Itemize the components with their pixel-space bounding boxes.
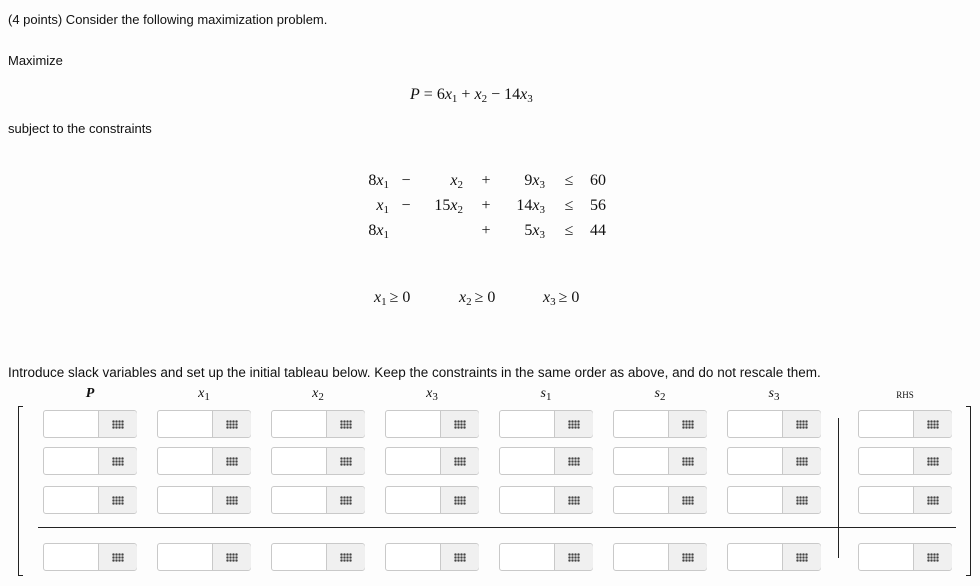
matrix-keypad-button[interactable] — [554, 448, 593, 474]
tableau-cell-input[interactable] — [614, 448, 668, 474]
tableau-cell — [157, 447, 251, 475]
matrix-keypad-button[interactable] — [913, 544, 952, 570]
right-bracket — [966, 406, 971, 576]
tableau-cell — [385, 543, 479, 571]
tableau-header-subscript: 1 — [204, 391, 210, 403]
tableau-cell — [613, 486, 707, 514]
objective-op-2: − — [491, 86, 501, 103]
constraint-variable-subscript: 1 — [383, 204, 389, 216]
constraint-variable-subscript: 2 — [457, 204, 463, 216]
tableau-header-subscript: 2 — [318, 391, 324, 403]
tableau-cell — [157, 486, 251, 514]
tableau-cell — [385, 486, 479, 514]
matrix-keypad-button[interactable] — [913, 448, 952, 474]
grid-icon — [682, 457, 694, 466]
tableau-cell — [385, 410, 479, 438]
tableau-cell — [613, 543, 707, 571]
nonneg-constraint-3 — [543, 289, 579, 308]
objective-sub-3: 3 — [527, 93, 533, 105]
constraint-3-rel: ≤ — [564, 222, 574, 239]
tableau-cell-input[interactable] — [859, 487, 913, 513]
tableau-cell-input[interactable] — [614, 411, 668, 437]
objective-var-1: x — [444, 86, 452, 103]
tableau-cell — [271, 447, 365, 475]
constraint-2-term-c — [498, 197, 545, 216]
grid-icon — [682, 420, 694, 429]
matrix-keypad-button[interactable] — [782, 448, 821, 474]
tableau-cell — [157, 543, 251, 571]
constraint-variable: x — [450, 172, 458, 189]
matrix-keypad-button[interactable] — [554, 411, 593, 437]
left-bracket — [18, 406, 23, 576]
constraint-coefficient: 9 — [524, 172, 533, 189]
tableau-cell — [613, 410, 707, 438]
constraint-1-op1: − — [401, 172, 411, 189]
constraint-coefficient: 5 — [524, 222, 533, 239]
tableau-cell-input[interactable] — [500, 544, 554, 570]
grid-icon — [568, 496, 580, 505]
matrix-keypad-button[interactable] — [782, 544, 821, 570]
nonneg-variable: x — [543, 289, 551, 306]
constraint-3-term-a — [354, 222, 389, 241]
matrix-keypad-button[interactable] — [212, 411, 251, 437]
tableau-cell-input[interactable] — [859, 448, 913, 474]
matrix-keypad-button[interactable] — [554, 544, 593, 570]
tableau-cell-input[interactable] — [500, 411, 554, 437]
matrix-keypad-button[interactable] — [440, 544, 479, 570]
grid-icon — [226, 457, 238, 466]
grid-icon — [340, 420, 352, 429]
tableau-cell-input[interactable] — [158, 448, 212, 474]
constraint-2-op1: − — [401, 197, 411, 214]
grid-icon — [112, 496, 124, 505]
subject-label: subject to the constraints — [8, 121, 152, 136]
constraint-coefficient: 14 — [516, 197, 533, 214]
objective-lhs: P — [410, 86, 420, 103]
matrix-keypad-button[interactable] — [668, 411, 707, 437]
problem-intro: (4 points) Consider the following maximization problem. — [8, 12, 328, 27]
constraint-variable: x — [376, 222, 384, 239]
matrix-keypad-button[interactable] — [98, 544, 137, 570]
tableau-header-s2 — [640, 386, 680, 403]
constraint-3-term-c — [498, 222, 545, 241]
tableau-cell — [727, 447, 821, 475]
tableau-cell-input[interactable] — [158, 411, 212, 437]
nonneg-constraint-2 — [459, 289, 495, 308]
matrix-keypad-button[interactable] — [326, 544, 365, 570]
tableau-header-subscript: 3 — [773, 391, 780, 403]
objective-var-2: x — [474, 86, 482, 103]
objective-function — [410, 86, 533, 105]
matrix-keypad-button[interactable] — [212, 448, 251, 474]
maximize-label: Maximize — [8, 53, 63, 68]
grid-icon — [112, 457, 124, 466]
grid-icon — [340, 496, 352, 505]
nonneg-variable: x — [459, 289, 467, 306]
matrix-keypad-button[interactable] — [326, 448, 365, 474]
matrix-keypad-button[interactable] — [668, 448, 707, 474]
constraint-1-term-a — [354, 172, 389, 191]
tableau-cell-input[interactable] — [386, 448, 440, 474]
nonneg-relation: ≥ 0 — [558, 289, 580, 306]
tableau-cell — [271, 543, 365, 571]
nonneg-subscript: 3 — [550, 296, 556, 308]
grid-icon — [568, 553, 580, 562]
constraint-variable-subscript: 3 — [539, 204, 545, 216]
tableau-cell-input[interactable] — [272, 544, 326, 570]
matrix-keypad-button[interactable] — [668, 544, 707, 570]
grid-icon — [226, 420, 238, 429]
grid-icon — [796, 420, 808, 429]
matrix-keypad-button[interactable] — [554, 487, 593, 513]
constraint-coefficient: 15 — [434, 197, 451, 214]
matrix-keypad-button[interactable] — [440, 487, 479, 513]
objective-sub-2: 2 — [481, 93, 488, 105]
grid-icon — [796, 553, 808, 562]
tableau-cell — [858, 486, 952, 514]
matrix-keypad-button[interactable] — [98, 411, 137, 437]
constraint-3-op2: + — [481, 222, 491, 239]
tableau-cell-input[interactable] — [272, 448, 326, 474]
grid-icon — [226, 496, 238, 505]
objective-op-1: + — [461, 86, 471, 103]
tableau-cell-input[interactable] — [386, 411, 440, 437]
grid-icon — [927, 420, 939, 429]
constraint-2-op2: + — [481, 197, 491, 214]
tableau-header-variable: s — [540, 386, 546, 401]
grid-icon — [568, 457, 580, 466]
grid-icon — [112, 553, 124, 562]
tableau-header-variable: s — [768, 386, 774, 401]
matrix-keypad-button[interactable] — [440, 411, 479, 437]
tableau-cell — [727, 486, 821, 514]
constraint-variable: x — [376, 197, 384, 214]
objective-var-3: x — [520, 86, 528, 103]
grid-icon — [454, 457, 466, 466]
constraint-2-term-a — [354, 197, 389, 216]
grid-icon — [796, 457, 808, 466]
matrix-keypad-button[interactable] — [212, 487, 251, 513]
nonneg-subscript: 1 — [381, 296, 387, 308]
tableau-cell-input[interactable] — [44, 487, 98, 513]
tableau-cell — [43, 486, 137, 514]
constraint-variable-subscript: 3 — [539, 179, 545, 191]
tableau-cell — [157, 410, 251, 438]
constraint-3-rhs: 44 — [590, 222, 606, 239]
grid-icon — [454, 496, 466, 505]
tableau-header-subscript: 3 — [432, 391, 438, 403]
rhs-column-divider — [838, 418, 839, 558]
constraint-coefficient: 8 — [368, 172, 377, 189]
tableau-cell-input[interactable] — [44, 411, 98, 437]
tableau-cell-input[interactable] — [44, 544, 98, 570]
tableau-header-variable: x — [426, 386, 433, 401]
objective-coef-3: 14 — [504, 86, 521, 103]
constraint-variable: x — [376, 172, 384, 189]
constraint-2-rel: ≤ — [564, 197, 574, 214]
grid-icon — [927, 553, 939, 562]
tableau-header-variable: s — [654, 386, 660, 401]
matrix-keypad-button[interactable] — [212, 544, 251, 570]
nonneg-subscript: 2 — [466, 296, 472, 308]
grid-icon — [112, 420, 124, 429]
grid-icon — [682, 496, 694, 505]
tableau-cell — [858, 447, 952, 475]
nonneg-relation: ≥ 0 — [474, 289, 496, 306]
tableau-cell — [727, 410, 821, 438]
tableau-header-subscript: 1 — [545, 391, 552, 403]
constraint-variable: x — [532, 222, 540, 239]
grid-icon — [796, 496, 808, 505]
tableau-cell-input[interactable] — [728, 448, 782, 474]
constraint-1-term-b — [418, 172, 463, 191]
grid-icon — [340, 457, 352, 466]
grid-icon — [927, 457, 939, 466]
constraint-variable-subscript: 1 — [383, 179, 389, 191]
tableau-cell — [271, 486, 365, 514]
tableau-cell-input[interactable] — [614, 487, 668, 513]
tableau-cell — [858, 543, 952, 571]
tableau-header-x2 — [298, 386, 338, 403]
constraint-1-rel: ≤ — [564, 172, 574, 189]
tableau-cell — [613, 447, 707, 475]
constraint-variable: x — [532, 197, 540, 214]
objective-row-divider — [38, 527, 956, 528]
tableau-header-p — [70, 386, 110, 403]
tableau-cell — [858, 410, 952, 438]
matrix-keypad-button[interactable] — [326, 487, 365, 513]
constraint-variable: x — [450, 197, 458, 214]
grid-icon — [454, 420, 466, 429]
tableau-cell — [727, 543, 821, 571]
constraint-variable: x — [532, 172, 540, 189]
tableau-cell-input[interactable] — [500, 487, 554, 513]
tableau-cell-input[interactable] — [728, 544, 782, 570]
tableau-cell-input[interactable] — [272, 411, 326, 437]
tableau-header-x1 — [184, 386, 224, 403]
tableau-cell-input[interactable] — [728, 411, 782, 437]
nonneg-relation: ≥ 0 — [389, 289, 411, 306]
matrix-keypad-button[interactable] — [440, 448, 479, 474]
tableau-cell — [499, 447, 593, 475]
tableau-header-variable: x — [198, 386, 205, 401]
grid-icon — [682, 553, 694, 562]
tableau-cell-input[interactable] — [158, 487, 212, 513]
constraint-2-rhs: 56 — [590, 197, 606, 214]
matrix-keypad-button[interactable] — [782, 487, 821, 513]
tableau-cell — [271, 410, 365, 438]
constraint-2-term-b — [418, 197, 463, 216]
tableau-cell-input[interactable] — [44, 448, 98, 474]
instruction-text: Introduce slack variables and set up the initial tableau below. Keep the constraints in the same order as above, and do not rescale them. — [8, 365, 821, 380]
tableau-cell — [499, 543, 593, 571]
tableau-header-subscript: 2 — [659, 391, 666, 403]
constraint-variable-subscript: 1 — [383, 229, 389, 241]
constraint-1-term-c — [498, 172, 545, 191]
tableau-cell-input[interactable] — [158, 544, 212, 570]
objective-sub-1: 1 — [451, 93, 458, 105]
tableau-header-variable: P — [85, 386, 95, 401]
tableau-cell-input[interactable] — [728, 487, 782, 513]
grid-icon — [226, 553, 238, 562]
tableau-header-x3 — [412, 386, 452, 403]
tableau-cell — [499, 410, 593, 438]
tableau-cell — [385, 447, 479, 475]
tableau-cell — [43, 447, 137, 475]
matrix-keypad-button[interactable] — [98, 487, 137, 513]
tableau-cell-input[interactable] — [859, 544, 913, 570]
matrix-keypad-button[interactable] — [668, 487, 707, 513]
constraint-1-rhs: 60 — [590, 172, 606, 189]
tableau-cell-input[interactable] — [386, 544, 440, 570]
tableau-cell-input[interactable] — [272, 487, 326, 513]
matrix-keypad-button[interactable] — [913, 487, 952, 513]
tableau-cell-input[interactable] — [614, 544, 668, 570]
constraint-1-op2: + — [481, 172, 491, 189]
tableau-header-s1 — [526, 386, 566, 403]
matrix-keypad-button[interactable] — [98, 448, 137, 474]
tableau-header-rhs: RHS — [896, 390, 914, 400]
grid-icon — [454, 553, 466, 562]
tableau-header-variable: x — [312, 386, 319, 401]
tableau-cell-input[interactable] — [386, 487, 440, 513]
nonneg-constraint-1 — [374, 289, 410, 308]
tableau-header-s3 — [754, 386, 794, 403]
nonneg-variable: x — [374, 289, 382, 306]
tableau-cell — [499, 486, 593, 514]
objective-coef-1: 6 — [436, 86, 445, 103]
grid-icon — [340, 553, 352, 562]
constraint-variable-subscript: 2 — [457, 179, 463, 191]
grid-icon — [927, 496, 939, 505]
grid-icon — [568, 420, 580, 429]
tableau-cell-input[interactable] — [859, 411, 913, 437]
constraint-coefficient: 8 — [368, 222, 377, 239]
matrix-keypad-button[interactable] — [782, 411, 821, 437]
tableau-cell-input[interactable] — [500, 448, 554, 474]
matrix-keypad-button[interactable] — [913, 411, 952, 437]
tableau-cell — [43, 410, 137, 438]
objective-eq: = — [423, 86, 433, 103]
constraint-variable-subscript: 3 — [539, 229, 545, 241]
matrix-keypad-button[interactable] — [326, 411, 365, 437]
tableau-cell — [43, 543, 137, 571]
